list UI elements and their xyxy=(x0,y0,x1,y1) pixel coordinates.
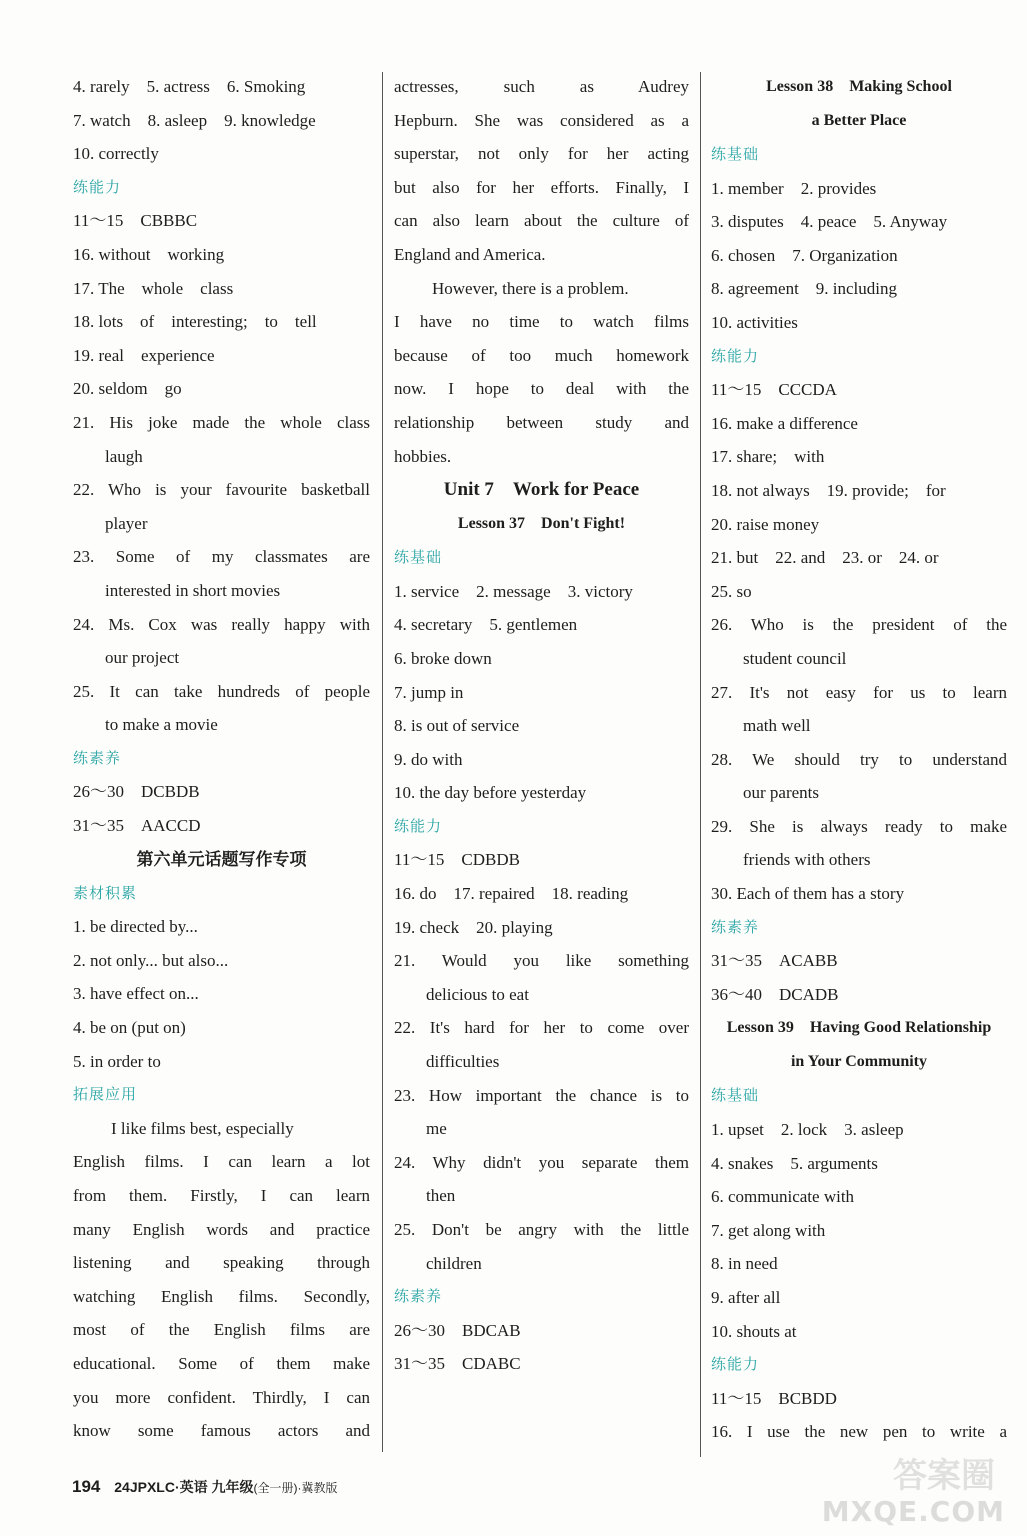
answer-line-continued: me xyxy=(426,1119,447,1139)
answer-line: 10. activities xyxy=(711,312,798,332)
paragraph-first-line: I like films best, especially xyxy=(111,1118,294,1138)
answer-line: 4. rarely 5. actress 6. Smoking xyxy=(73,77,306,96)
column-divider-left xyxy=(382,72,383,1452)
answer-line: 5. in order to xyxy=(73,1051,161,1071)
answer-line: 36～40 DCADB xyxy=(711,984,839,1004)
answer-line: most of the English films are xyxy=(73,1320,370,1340)
answer-line: 20. raise money xyxy=(711,514,820,534)
answer-line: 16. do 17. repaired 18. reading xyxy=(394,884,629,904)
answer-line: 31～35 ACABB xyxy=(711,951,838,971)
answer-line: 25. Don't be angry with the little xyxy=(394,1220,689,1239)
page-footer xyxy=(72,1477,338,1497)
answer-line: know some famous actors and xyxy=(73,1421,370,1441)
answer-line: 31～35 AACCD xyxy=(73,816,201,836)
answer-line: 27. It's not easy for us to learn xyxy=(711,682,1007,702)
column-divider-right xyxy=(700,72,701,1457)
answer-line: 7. get along with xyxy=(711,1220,826,1240)
section-heading: 素材积累 xyxy=(73,883,138,902)
answer-line: can also learn about the culture of xyxy=(394,211,689,231)
answer-line: 16. I use the new pen to write a xyxy=(711,1422,1007,1442)
answer-line: 1. upset 2. lock 3. asleep xyxy=(711,1120,904,1140)
topic-title: 第六单元话题写作专项 xyxy=(136,849,307,870)
answer-line: 6. chosen 7. Organization xyxy=(711,245,898,265)
watermark-logo xyxy=(821,1448,1005,1528)
answer-column-middle xyxy=(394,70,689,1381)
answer-line-continued: math well xyxy=(743,716,811,736)
answer-line: 23. How important the chance is to xyxy=(394,1085,689,1105)
lesson-title: a Better Place xyxy=(811,112,907,129)
answer-line: 2. not only... but also... xyxy=(73,950,229,970)
section-heading: 练能力 xyxy=(394,816,443,835)
answer-line: now. I hope to deal with the xyxy=(394,379,689,399)
answer-line: 24. Ms. Cox was really happy with xyxy=(73,614,370,634)
answer-line: 8. agreement 9. including xyxy=(711,279,898,299)
answer-line: educational. Some of them make xyxy=(73,1353,370,1373)
answer-line: 17. The whole class xyxy=(73,278,234,298)
answer-line: 26～30 DCBDB xyxy=(73,782,200,802)
answer-line: 7. jump in xyxy=(394,682,464,702)
section-heading: 练基础 xyxy=(711,1086,760,1105)
answer-line: 23. Some of my classmates are xyxy=(73,547,370,567)
answer-line: 21. but 22. and 23. or 24. or xyxy=(711,548,939,568)
answer-line: 1. service 2. message 3. victory xyxy=(394,581,633,601)
answer-line: 10. correctly xyxy=(73,144,159,164)
lesson-title: Lesson 38 Making School xyxy=(766,78,952,95)
answer-line-continued: then xyxy=(426,1186,456,1206)
answer-line: 22. It's hard for her to come over xyxy=(394,1018,689,1038)
answer-line: 3. have effect on... xyxy=(73,984,199,1004)
answer-line: 26. Who is the president of the xyxy=(711,615,1007,635)
edition-label: ·冀教版 xyxy=(297,1481,338,1495)
answer-line: superstar, not only for her acting xyxy=(394,144,689,164)
answer-line: I have no time to watch films xyxy=(394,312,689,332)
answer-line: you more confident. Thirdly, I can xyxy=(73,1387,370,1407)
section-heading: 拓展应用 xyxy=(73,1085,138,1104)
lesson-title: in Your Community xyxy=(790,1053,928,1071)
answer-line: 30. Each of them has a story xyxy=(711,884,905,904)
answer-column-right xyxy=(711,70,1007,1449)
answer-line-continued: children xyxy=(426,1253,482,1273)
answer-line: 20. seldom go xyxy=(73,379,182,399)
volume-label: (全一册) xyxy=(253,1481,298,1495)
section-heading: 练基础 xyxy=(394,548,443,567)
answer-line: actresses, such as Audrey xyxy=(394,77,689,96)
answer-line: 16. make a difference xyxy=(711,413,858,433)
answer-line: 31～35 CDABC xyxy=(394,1354,521,1374)
answer-line: 21. Would you like something xyxy=(394,951,689,971)
answer-line: 19. real experience xyxy=(73,345,215,365)
answer-line: 11～15 CDBDB xyxy=(394,850,520,870)
answer-line: 19. check 20. playing xyxy=(394,917,553,937)
answer-line: 10. the day before yesterday xyxy=(394,783,587,803)
answer-line: 17. share; with xyxy=(711,447,825,467)
answer-line: from them. Firstly, I can learn xyxy=(73,1186,370,1205)
answer-line: 3. disputes 4. peace 5. Anyway xyxy=(711,212,948,232)
answer-column-left xyxy=(73,70,370,1448)
answer-line: 10. shouts at xyxy=(711,1321,797,1341)
answer-line: 1. member 2. provides xyxy=(711,178,877,198)
answer-line: 18. lots of interesting; to tell xyxy=(73,312,317,332)
answer-line: watching English films. Secondly, xyxy=(73,1286,370,1306)
section-heading: 练素养 xyxy=(711,917,760,936)
answer-line-continued: friends with others xyxy=(743,850,871,870)
answer-line: 21. His joke made the whole class xyxy=(73,412,370,432)
answer-line-continued: delicious to eat xyxy=(426,984,529,1004)
answer-line-continued: interested in short movies xyxy=(105,580,281,600)
unit-title: Unit 7 Work for Peace xyxy=(443,479,640,501)
answer-line: 8. is out of service xyxy=(394,716,520,736)
answer-line-continued: to make a movie xyxy=(105,715,218,735)
answer-line: Hepburn. She was considered as a xyxy=(394,110,689,130)
lesson-title: Lesson 39 Having Good Relationship xyxy=(726,1019,992,1037)
answer-line-continued: our parents xyxy=(743,783,820,803)
answer-line: 16. without working xyxy=(73,244,225,264)
section-heading: 练能力 xyxy=(711,1355,760,1374)
answer-line: 6. communicate with xyxy=(711,1187,855,1207)
paragraph-first-line: However, there is a problem. xyxy=(432,278,629,298)
answer-line: relationship between study and xyxy=(394,412,689,432)
section-heading: 练能力 xyxy=(711,346,760,365)
answer-line: listening and speaking through xyxy=(73,1253,370,1273)
grade-label: 九年级 xyxy=(211,1479,254,1495)
answer-line: 25. It can take hundreds of people xyxy=(73,681,370,701)
section-heading: 练基础 xyxy=(711,145,760,163)
watermark-cn-text: 答案圈 xyxy=(893,1456,995,1496)
answer-line-continued: player xyxy=(105,513,148,533)
page-number: 194 xyxy=(72,1477,101,1496)
answer-line: 9. do with xyxy=(394,749,463,769)
answer-line: 25. so xyxy=(711,581,752,601)
section-heading: 练素养 xyxy=(73,748,122,767)
answer-line: 28. We should try to understand xyxy=(711,749,1007,769)
book-code: 24JPXLC·英语 xyxy=(114,1479,208,1495)
answer-line: 11～15 BCBDD xyxy=(711,1388,837,1408)
answer-line: England and America. xyxy=(394,244,546,264)
section-heading: 练素养 xyxy=(394,1287,443,1306)
answer-line: 7. watch 8. asleep 9. knowledge xyxy=(73,110,316,130)
answer-line: 26～30 BDCAB xyxy=(394,1320,521,1340)
answer-line: English films. I can learn a lot xyxy=(73,1152,370,1172)
answer-line: because of too much homework xyxy=(394,345,689,365)
answer-line: 6. broke down xyxy=(394,648,492,668)
answer-line: 8. in need xyxy=(711,1254,778,1274)
answer-line: 4. secretary 5. gentlemen xyxy=(394,615,578,635)
answer-line-continued: laugh xyxy=(105,446,143,466)
answer-line: 11～15 CBBBC xyxy=(73,211,198,231)
answer-line: 9. after all xyxy=(711,1288,781,1307)
answer-line: 11～15 CCCDA xyxy=(711,380,837,400)
answer-line: but also for her efforts. Finally, I xyxy=(394,177,689,197)
answer-line-continued: difficulties xyxy=(426,1052,500,1072)
answer-line: 24. Why didn't you separate them xyxy=(394,1152,689,1172)
answer-line: 22. Who is your favourite basketball xyxy=(73,480,370,500)
answer-line: many English words and practice xyxy=(73,1219,370,1239)
answer-line: 4. snakes 5. arguments xyxy=(711,1153,878,1173)
watermark-url-text: MXQE.COM xyxy=(821,1495,1005,1528)
answer-line: hobbies. xyxy=(394,446,452,466)
answer-line: 1. be directed by... xyxy=(73,917,198,937)
answer-line: 29. She is always ready to make xyxy=(711,816,1007,836)
answer-line-continued: our project xyxy=(105,648,180,668)
answer-line-continued: student council xyxy=(743,648,847,668)
lesson-title: Lesson 37 Don't Fight! xyxy=(457,515,626,533)
answer-line: 4. be on (put on) xyxy=(73,1018,186,1038)
section-heading: 练能力 xyxy=(73,177,122,196)
answer-line: 18. not always 19. provide; for xyxy=(711,480,946,500)
